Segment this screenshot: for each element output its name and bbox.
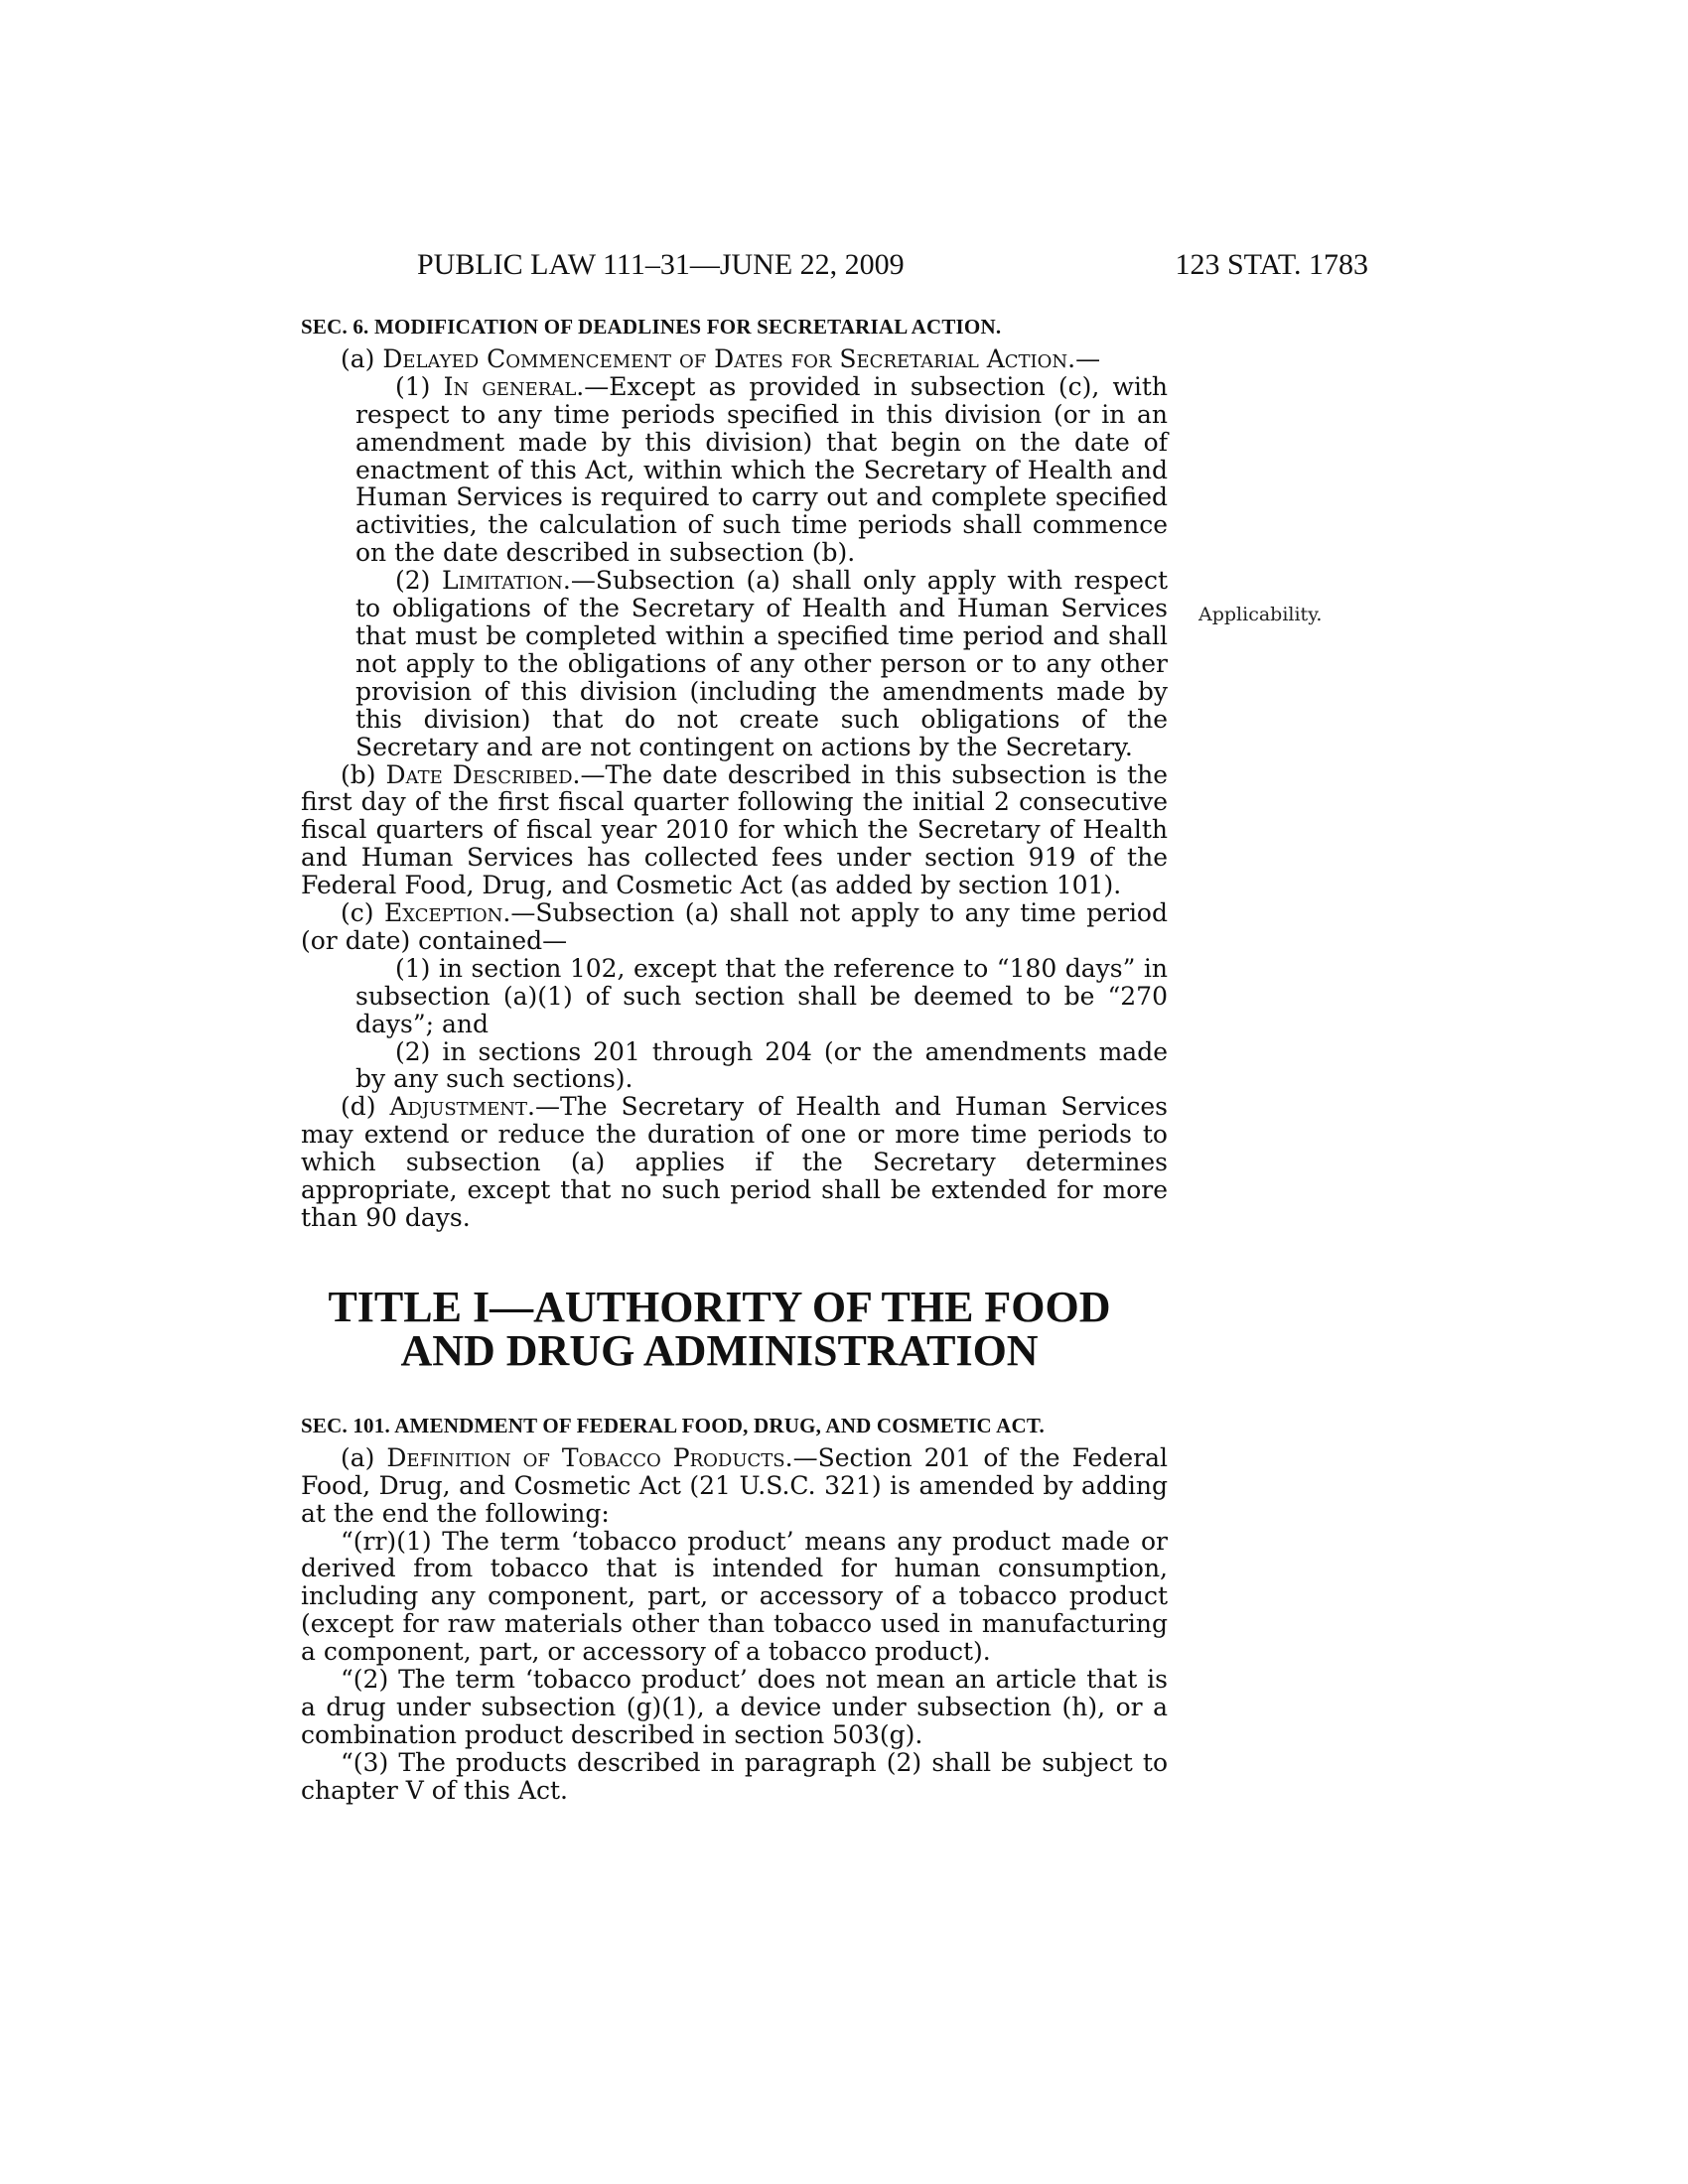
section-6-heading: SEC. 6. MODIFICATION OF DEADLINES FOR SECRETARIAL ACTION. (301, 315, 1002, 339)
title-line-1: TITLE I—AUTHORITY OF THE FOOD (328, 1282, 1111, 1331)
paragraph-rr3: “(3) The products described in paragraph (2) shall be subject to chapter V of this Act. (301, 1747, 1168, 1805)
running-header (417, 248, 1368, 288)
subsection-6d: (d) Adjustment.—The Secretary of Health and Human Services may extend or reduce the duration of one or more time periods to which subsection (a) applies if the Secretary determines appropriate, except that no such period shall be extended for more than 90 days. (301, 1092, 1168, 1232)
subsection-6c: (c) Exception.—Subsection (a) shall not apply to any time period (or date) contained— (301, 898, 1168, 955)
paragraph-6c1: (1) in section 102, except that the reference to “180 days” in subsection (a)(1) of such section shall be deemed to be “270 days”; and (355, 953, 1168, 1038)
subsection-101a: (a) Definition of Tobacco Products.—Section 201 of the Federal Food, Drug, and Cosmetic Act (21 U.S.C. 321) is amended by adding at the end the following: (301, 1442, 1169, 1528)
paragraph-rr2: “(2) The term ‘tobacco product’ does not mean an article that is a drug under subsection (g)(1), a device under subsection (h), or a combination product described in section 503(g). (301, 1665, 1168, 1749)
title-line-2: AND DRUG ADMINISTRATION (400, 1325, 1039, 1375)
paragraph-6c2: (2) in sections 201 through 204 (or the amendments made by any such sections). (355, 1036, 1168, 1094)
title-heading (301, 1282, 1168, 1375)
paragraph-6a2: (2) Limitation.—Subsection (a) shall only apply with respect to obligations of the Secretary of Health and Human Services that must be completed within a specified time period and shall not apply to the obligations of any other person or to any other provision of this division (including the amendments made by this division) that do not create such obligations of the Secretary and are not contingent on actions by the Secretary. (355, 566, 1168, 761)
subsection-6b: (b) Date Described.—The date described in this subsection is the first day of the first fiscal quarter following the initial 2 consecutive fiscal quarters of fiscal year 2010 for which the Secretary of Health and Human Services has collected fees under section 919 of the Federal Food, Drug, and Cosmetic Act (as added by section 101). (301, 759, 1168, 900)
document-body (301, 314, 1168, 1805)
running-head: PUBLIC LAW 111–31—JUNE 22, 2009 (417, 248, 905, 281)
section-101-heading: SEC. 101. AMENDMENT OF FEDERAL FOOD, DRUG, AND COSMETIC ACT. (301, 1413, 1046, 1437)
stat-page-number: 123 STAT. 1783 (1175, 248, 1368, 281)
paragraph-6a1: (1) In general.—Except as provided in subsection (c), with respect to any time periods specified in this division (or in an amendment made by this division) that begin on the date of enactment of this Act, within which the Secretary of Health and Human Services is required to carry out and complete specified activities, the calculation of such time periods shall commence on the date described in subsection (b). (355, 371, 1169, 568)
margin-note-applicability: Applicability. (1198, 604, 1323, 625)
paragraph-rr1: “(rr)(1) The term ‘tobacco product’ means any product made or derived from tobacco that is intended for human consumption, including any component, part, or accessory of a tobacco product (except for raw materials other than tobacco used in manufacturing a component, part, or accessory of a tobacco product). (301, 1526, 1168, 1667)
subsection-6a: (a) Delayed Commencement of Dates for Secretarial Action.— (341, 343, 1101, 373)
